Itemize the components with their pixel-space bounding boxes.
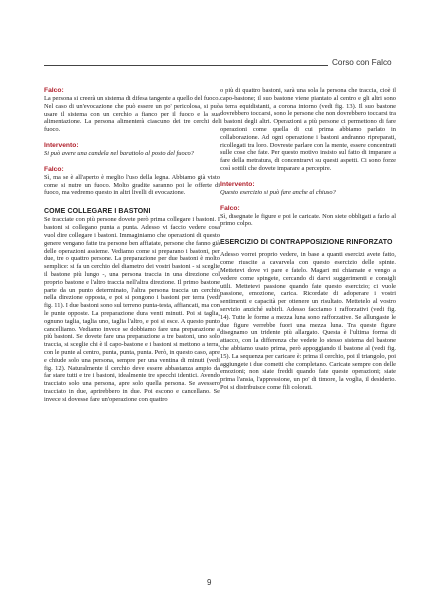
section-body-collegare: Se tracciate con più persone dovete però prima collegare i bastoni. I bastoni si collegano punta a punta. Adesso vi faccio vedere cosa vuol dire collegare i bastoni. Immaginiamo che operazioni di questo genere vengano fatte tra persone ben affiatate, persone che fanno già delle operazioni assieme. Vediamo come si preparano i bastoni, per due, tre o quattro persone. La preparazione per due bastoni è molto semplice: si fa un cerchio del diametro dei vostri bastoni - si sceglie il bastone più lungo -, una persona traccia in una direzione col proprio bastone e l'altro traccia nell'altra direzione. Il primo bastone parte da un punto determinato, l'altra persona traccia un cerchio nella direzione opposta, e poi si pongono i bastoni per terra (vedi fig. 11). I due bastoni sono sul terreno punta-testa, affiancati, ma con le punte opposte. La preparazione dura venti minuti. Poi si taglia, ognuno taglia, taglia uno, taglia l'altro, e poi si esce. A questo punto cancelliamo. Vediamo invece se dobbiamo fare una preparazione a più bastoni. Se dovete fare una preparazione a tre bastoni, uno solo traccia, si sceglie chi è il capo-bastone e i bastoni si mettono a terra, con le punte al centro, punta, punta, punta. Però, in questo caso, apre e chiude solo una persona, sempre per una ventina di minuti (vedi fig. 12). Naturalmente il cerchio deve essere abbastanza ampio da far stare tutti e tre i bastoni, idealmente tre specchi identici. Avendo tracciato solo una persona, apre solo quella persona. Se avessero tracciato in due, aprirebbero in due. Poi escono e cancellano. Se invece si dovesse fare un'operazione con quattro bbox=[44, 216, 220, 403]
section-heading-esercizio: ESERCIZIO DI CONTRAPPOSIZIONE RINFORZATO bbox=[220, 239, 393, 247]
falco-paragraph: La persona si creerà un sistema di difesa tangente a quello del fuoco. Nel caso di un'evocazione che può essere un po' pericolosa, si può usare il sistema con un cerchio a fianco per il fuoco e la sua alimentazione. La persona alimenterà ciascuno dei tre cerchi del fuoco. bbox=[44, 95, 220, 134]
continued-paragraph: o più di quattro bastoni, sarà una sola la persona che traccia, cioè il capo-bastone; il suo bastone viene piantato al centro e gli altri sono a terra equidistanti, a corona intorno (vedi fig. 13). Il suo bastone dovrebbero toccarsi, sono le persone che non dovrebbero toccarsi tra i bastoni degli altri. Operazioni a più persone ci permettono di fare operazioni come quella di cui prima abbiamo parlato in collaborazione. Ad ogni operazione i bastoni andranno ripreparati, ricollegati tra loro. Dovreste parlare con la mente, essere concentrati sulle cose che fate. Per questo motivo insisto sul fatto di imparare a fare della metratura, di concentrarvi su questi aspetti. Ci sono forze così sottili che dovete imparare a percepire. bbox=[220, 87, 396, 172]
speaker-intervento: Intervento: bbox=[220, 180, 255, 188]
speaker-falco: Falco: bbox=[44, 87, 64, 94]
speaker-falco: Falco: bbox=[220, 204, 240, 212]
intervento-question: Si può avere una candela nel barattolo al posto del fuoco? bbox=[44, 149, 194, 157]
section-heading-collegare: COME COLLEGARE I BASTONI bbox=[44, 208, 151, 216]
course-title: Corso con Falco bbox=[332, 58, 392, 67]
falco-paragraph: Sì, ma se è all'aperto è meglio l'uso della legna. Abbiamo già visto come si nutre un fuoco. Molto gradite saranno poi le offerte di fuoco, ma vedremo questo in altri livelli di evocazione. bbox=[44, 173, 220, 197]
intervento-question: Questo esercizio si può fare anche al chiuso? bbox=[220, 188, 336, 196]
right-column bbox=[220, 87, 396, 392]
header-rule bbox=[44, 65, 328, 66]
left-column bbox=[44, 87, 220, 404]
falco-paragraph: Sì, disegnate le figure e poi le caricate. Non siete obbligati a farlo al primo colpo. bbox=[220, 212, 396, 228]
section-body-esercizio: Adesso vorrei proprio vedere, in base a quanti esercizi avete fatto, come riuscite a cavarvela con questo esercizio delle spinte. Mettetevi dove vi pare e fatelo. Magari mi chiamate e vengo a vedere come spingete, cercando di darvi suggerimenti e consigli utili. Mettetevi passione quando fate questo esercizio; ci vuole passione, emozione, carica. Ricordate di adoperare i vostri sentimenti e capacità per ottenere un risultato. Mettetelo al vostro servizio anziché subirli. Adesso facciamo i rafforzativi (vedi fig. 14). Tutte le forme a mezza luna sono rafforzative. Se allungaste le due figure verrebbe fuori una mezza luna. Tra queste figure disegnamo un tridente più allargato. Questa è l'ultima forma di attacco, con la differenza che vedete lo stesso sistema del bastone che abbiamo usato prima, però appoggiando il bastone al (vedi fig. 15). La sequenza per caricare è: prima il cerchio, poi il triangolo, poi aggiungete i due cometti che completano. Caricate sempre con delle emozioni; non siate freddi quando fate queste operazioni; siate prima l'ansia, l'appressione, un po' di timore, la voglia, il desiderio. Poi si distribuisce come fili colorati. bbox=[220, 251, 396, 391]
speaker-intervento: Intervento: bbox=[44, 141, 79, 149]
page-number: 9 bbox=[207, 578, 212, 587]
speaker-falco: Falco: bbox=[44, 165, 64, 173]
